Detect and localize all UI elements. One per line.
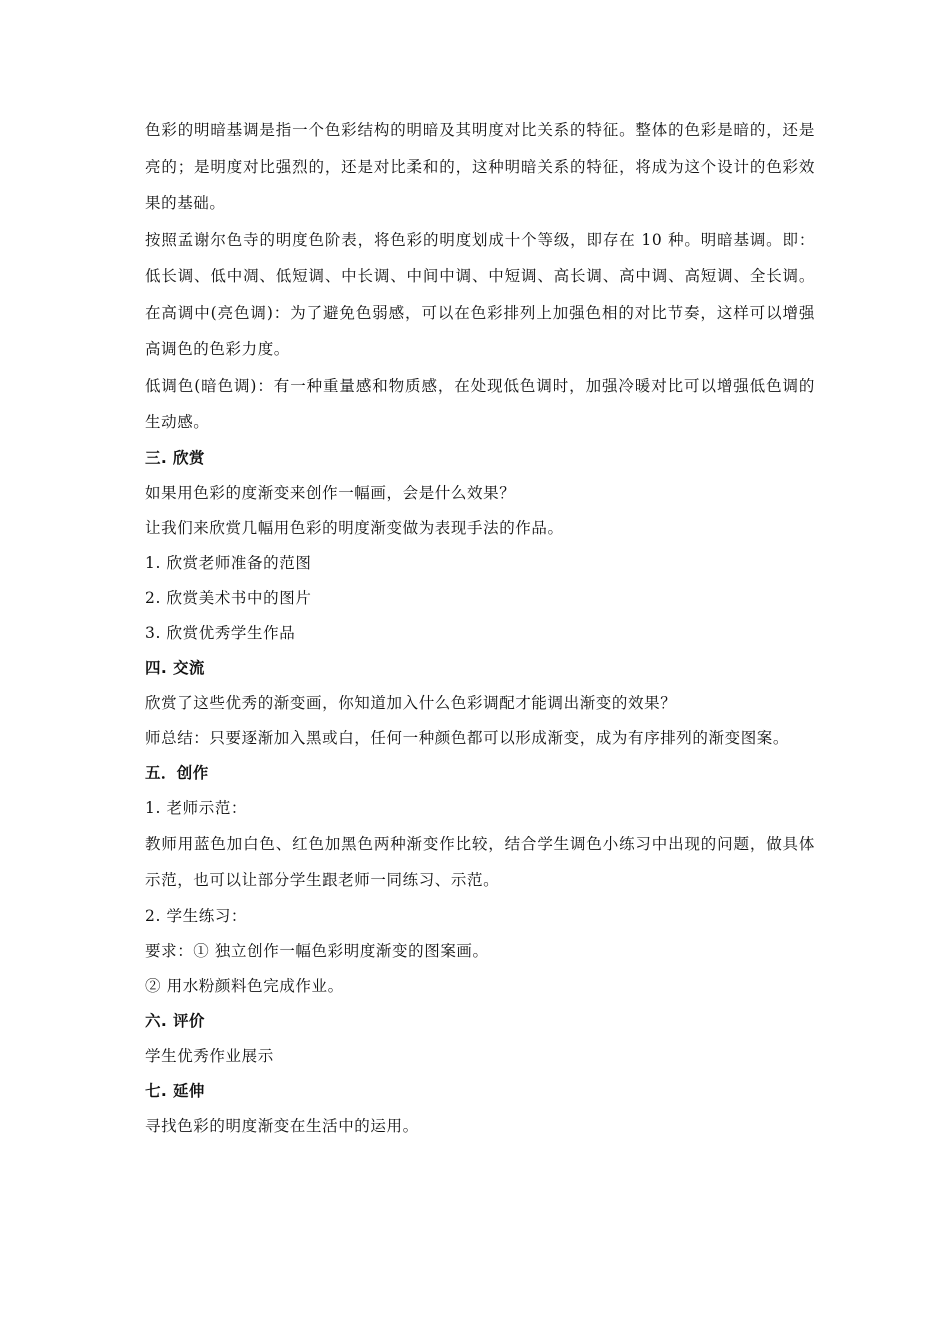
section-5-subheading-1: 1. 老师示范： [145, 798, 248, 817]
section-3-heading: 三. 欣赏 [145, 448, 205, 467]
section-4-heading: 四. 交流 [145, 658, 205, 677]
section-3-line-2: 让我们来欣赏几幅用色彩的明度渐变做为表现手法的作品。 [145, 518, 564, 537]
intro-paragraph-2: 按照孟谢尔色寺的明度色阶表，将色彩的明度划成十个等级，即存在 10 种。明暗基调。即：低长调、低中凋、低短调、中长调、中间中调、中短调、高长调、高中调、高短调、全长调。在高调中(亮色调)：为了避免色弱感，可以在色彩排列上加强色相的对比节奏，这样可以增强高调色的色彩力度。 [145, 230, 815, 358]
section-6-line-1: 学生优秀作业展示 [145, 1046, 274, 1065]
section-7-line-1: 寻找色彩的明度渐变在生活中的运用。 [145, 1116, 419, 1135]
section-3-line-1: 如果用色彩的度渐变来创作一幅画，会是什么效果？ [145, 483, 516, 502]
intro-paragraph-3: 低调色(暗色调)：有一种重量感和物质感，在处现低色调时，加强冷暖对比可以增强低色调的生动感。 [145, 376, 815, 431]
section-3-item-2: 2. 欣赏美术书中的图片 [145, 588, 312, 607]
section-6-heading: 六. 评价 [145, 1011, 205, 1030]
section-4-line-2: 师总结：只要逐渐加入黑或白，任何一种颜色都可以形成渐变，成为有序排列的渐变图案。 [145, 728, 790, 747]
section-3-item-1: 1. 欣赏老师准备的范图 [145, 553, 312, 572]
intro-paragraph-1: 色彩的明暗基调是指一个色彩结构的明暗及其明度对比关系的特征。整体的色彩是暗的，还是亮的；是明度对比强烈的，还是对比柔和的，这种明暗关系的特征，将成为这个设计的色彩效果的基础。 [145, 121, 815, 212]
section-3-item-3: 3. 欣赏优秀学生作品 [145, 623, 296, 642]
section-5-heading: 五．创作 [145, 763, 209, 782]
section-5-paragraph: 教师用蓝色加白色、红色加黑色两种渐变作比较，结合学生调色小练习中出现的问题，做具体示范，也可以让部分学生跟老师一同练习、示范。 [145, 834, 815, 889]
section-4-line-1: 欣赏了这些优秀的渐变画，你知道加入什么色彩调配才能调出渐变的效果？ [145, 693, 677, 712]
section-5-requirement-1: 要求：① 独立创作一幅色彩明度渐变的图案画。 [145, 941, 489, 960]
document-body [145, 112, 815, 1144]
section-7-heading: 七. 延伸 [145, 1081, 205, 1100]
section-5-subheading-2: 2. 学生练习： [145, 906, 248, 925]
section-5-requirement-2: ② 用水粉颜料色完成作业。 [145, 976, 344, 995]
